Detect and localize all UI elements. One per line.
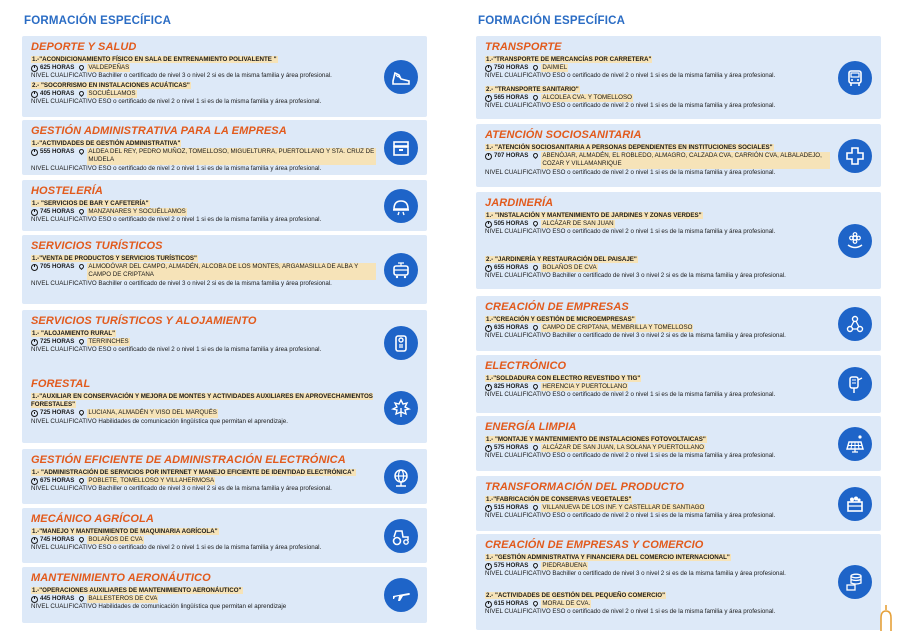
course-card: [22, 36, 427, 117]
course-title: [31, 56, 376, 64]
location-pin-icon: [532, 220, 539, 227]
course-meta: [485, 264, 830, 272]
course-requirement: NIVEL CUALIFICATIVO ESO o certificado de nivel 2 o nivel 1 si es de la misma familia y área profesional.: [31, 346, 322, 354]
course-locations: LUCIANA, ALMADÉN Y VISO DEL MARQUÉS: [88, 409, 217, 417]
course-meta: [485, 383, 830, 391]
medical-cross-icon: [838, 139, 872, 173]
network-icon: [838, 307, 872, 341]
course-hours: 745 HORAS: [40, 208, 75, 216]
course-locations: ALCÁZAR DE SAN JUAN: [542, 220, 614, 228]
course-entry: [485, 316, 830, 341]
course-requirement: NIVEL CUALIFICATIVO Habilidades de comunicación lingüística que permitan el aprendizaje: [31, 603, 287, 611]
solar-panel-icon: [838, 427, 872, 461]
location-pin-icon: [78, 64, 85, 71]
card-heading: TRANSPORTE: [485, 41, 562, 53]
course-title-text: 1.- "ADMINISTRACIÓN DE SERVICIOS POR INTERNET Y MANEJO EFICIENTE DE IDENTIDAD ELECTRÓNICA": [32, 469, 355, 476]
course-title-text: 1.- "INSTALACIÓN Y MANTENIMIENTO DE JARDINES Y ZONAS VERDES": [486, 212, 702, 219]
location-pin-icon: [532, 152, 539, 159]
course-meta: [31, 90, 376, 98]
course-locations: CAMPO DE CRIPTANA, MEMBRILLA Y TOMELLOSO: [542, 324, 693, 332]
course-title-text: 2.- "TRANSPORTE SANITARIO": [486, 86, 579, 93]
course-hours: 505 HORAS: [494, 220, 529, 228]
course-title-text: 1.- "GESTIÓN ADMINISTRATIVA Y FINANCIERA DEL COMERCIO INTERNACIONAL": [486, 554, 730, 561]
card-heading: GESTIÓN EFICIENTE DE ADMINISTRACIÓN ELECTRÓNICA: [31, 454, 346, 466]
course-meta: [485, 444, 830, 452]
course-title-text: 1.- "ATENCIÓN SOCIOSANITARIA A PERSONAS DEPENDIENTES EN INSTITUCIONES SOCIALES": [486, 144, 773, 151]
course-entry: [485, 86, 830, 111]
course-locations: HERENCIA Y PUERTOLLANO: [542, 383, 628, 391]
clock-icon: [31, 264, 38, 271]
brand-logo-icon: [879, 604, 893, 632]
course-hours: 675 HORAS: [40, 477, 75, 485]
clock-icon: [485, 601, 492, 608]
course-requirement: NIVEL CUALIFICATIVO ESO o certificado de nivel 2 o nivel 1 si es de la misma familia y área profesional.: [31, 544, 322, 552]
course-title: [485, 86, 830, 94]
course-hours: 750 HORAS: [494, 64, 529, 72]
clock-icon: [485, 505, 492, 512]
course-locations: ABENÓJAR, ALMADÉN, EL ROBLEDO, ALMAGRO, CALZADA CVA, CARRIÓN CVA, ALBALADEJO, COZAR Y VILLAMANRIQUE: [541, 152, 830, 168]
tractor-icon: [384, 519, 418, 553]
course-card: [22, 373, 427, 443]
course-requirement: NIVEL CUALIFICATIVO ESO o certificado de nivel 2 o nivel 1 si es de la misma familia y área profesional.: [485, 512, 776, 520]
course-requirement: NIVEL CUALIFICATIVO Bachiller o certificado de nivel 3 o nivel 2 si es de la misma familia y área profesional.: [485, 570, 786, 578]
course-entry: [31, 140, 376, 173]
clock-icon: [31, 478, 38, 485]
card-heading: DEPORTE Y SALUD: [31, 41, 137, 53]
location-pin-icon: [532, 324, 539, 331]
location-pin-icon: [78, 477, 85, 484]
course-meta: [31, 263, 376, 279]
course-title: [31, 140, 376, 148]
sneaker-icon: [384, 60, 418, 94]
course-hours: 555 HORAS: [40, 148, 75, 156]
course-title: [485, 436, 830, 444]
clock-icon: [485, 65, 492, 72]
course-entry: [485, 256, 830, 281]
course-title-text: 1.-"FABRICACIÓN DE CONSERVAS VEGETALES": [486, 496, 632, 503]
location-pin-icon: [78, 409, 85, 416]
course-title: [485, 375, 830, 383]
course-hours: 725 HORAS: [40, 409, 75, 417]
course-title: [485, 212, 830, 220]
clock-icon: [31, 339, 38, 346]
course-title: [31, 200, 376, 208]
course-hours: 615 HORAS: [494, 600, 529, 608]
course-hours: 725 HORAS: [40, 338, 75, 346]
course-entry: [31, 330, 376, 355]
course-hours: 705 HORAS: [40, 263, 75, 271]
course-locations: DAIMIEL: [542, 64, 568, 72]
course-hours: 625 HORAS: [40, 64, 75, 72]
course-locations: MANZANARES Y SOCUÉLLAMOS: [88, 208, 186, 216]
column-title: FORMACIÓN ESPECÍFICA: [478, 15, 626, 27]
location-pin-icon: [78, 208, 85, 215]
course-title-text: 2.- "SOCORRISMO EN INSTALACIONES ACUÁTICAS": [32, 82, 190, 89]
course-hours: 575 HORAS: [494, 562, 529, 570]
clock-icon: [31, 596, 38, 603]
course-requirement: NIVEL CUALIFICATIVO Bachiller o certificado de nivel 3 o nivel 2 si es de la misma familia y área profesional.: [485, 332, 786, 340]
course-title-text: 2.- "ACTIVIDADES DE GESTIÓN DEL PEQUEÑO COMERCIO": [486, 592, 666, 599]
card-heading: HOSTELERÍA: [31, 185, 103, 197]
course-locations: TERRINCHES: [88, 338, 129, 346]
location-pin-icon: [532, 444, 539, 451]
clock-icon: [485, 325, 492, 332]
course-meta: [31, 477, 376, 485]
course-locations: BALLESTEROS DE CVA: [88, 595, 158, 603]
card-heading: ATENCIÓN SOCIOSANITARIA: [485, 129, 642, 141]
card-heading: MECÁNICO AGRÍCOLA: [31, 513, 154, 525]
course-entry: [485, 592, 830, 617]
course-card: [476, 36, 881, 119]
course-title: [485, 316, 830, 324]
location-pin-icon: [78, 148, 85, 155]
leaf-icon: [384, 391, 418, 425]
location-pin-icon: [532, 562, 539, 569]
course-requirement: NIVEL CUALIFICATIVO ESO o certificado de nivel 2 o nivel 1 si es de la misma familia y área profesional.: [485, 72, 776, 80]
course-card: [476, 124, 881, 187]
course-entry: [485, 212, 830, 237]
location-pin-icon: [532, 383, 539, 390]
course-meta: [485, 562, 830, 570]
clock-icon: [31, 209, 38, 216]
location-pin-icon: [532, 504, 539, 511]
course-locations: BOLAÑOS DE CVA: [542, 264, 597, 272]
globe-icon: [384, 460, 418, 494]
course-locations: MORAL DE CVA.: [542, 600, 591, 608]
clock-icon: [485, 563, 492, 570]
course-meta: [31, 338, 376, 346]
course-entry: [31, 255, 376, 288]
course-entry: [31, 56, 376, 81]
location-pin-icon: [78, 595, 85, 602]
course-entry: [31, 200, 376, 225]
location-pin-icon: [78, 90, 85, 97]
database-icon: [838, 565, 872, 599]
course-entry: [485, 436, 830, 461]
course-entry: [31, 469, 376, 494]
course-title-text: 1.- "SERVICIOS DE BAR Y CAFETERÍA": [32, 200, 149, 207]
card-heading: GESTIÓN ADMINISTRATIVA PARA LA EMPRESA: [31, 125, 287, 137]
card-heading: CREACIÓN DE EMPRESAS: [485, 301, 629, 313]
course-requirement: NIVEL CUALIFICATIVO Habilidades de comunicación lingüística que permitan el aprendizaje.: [31, 417, 288, 425]
course-card: [22, 449, 427, 504]
course-locations: BOLAÑOS DE CVA: [88, 536, 143, 544]
course-title: [485, 496, 830, 504]
course-title: [31, 587, 376, 595]
door-hanger-icon: [384, 326, 418, 360]
soldering-iron-icon: [838, 367, 872, 401]
course-title: [485, 554, 830, 562]
location-pin-icon: [532, 94, 539, 101]
course-card: [22, 235, 427, 304]
course-card: [22, 180, 427, 231]
course-title-text: 1.- "MONTAJE Y MANTENIMIENTO DE INSTALACIONES FOTOVOLTAICAS": [486, 436, 706, 443]
course-meta: [485, 94, 830, 102]
course-locations: ALCÁZAR DE SAN JUAN, LA SOLANA Y PUERTOLLANO: [542, 444, 704, 452]
course-entry: [485, 144, 830, 177]
course-entry: [485, 554, 830, 579]
clock-icon: [31, 149, 38, 156]
flower-icon: [838, 224, 872, 258]
clock-icon: [31, 537, 38, 544]
course-meta: [485, 220, 830, 228]
course-locations: ALMODÓVAR DEL CAMPO, ALMADÉN, ALCOBA DE LOS MONTES, ARGAMASILLA DE ALBA Y CAMPO DE CRIPTANA: [87, 263, 376, 279]
course-requirement: NIVEL CUALIFICATIVO ESO o certificado de nivel 2 o nivel 1 si es de la misma familia y área profesional.: [31, 164, 322, 172]
card-heading: FORESTAL: [31, 378, 91, 390]
card-heading: SERVICIOS TURÍSTICOS: [31, 240, 163, 252]
course-hours: 575 HORAS: [494, 444, 529, 452]
course-title: [31, 469, 376, 477]
course-requirement: NIVEL CUALIFICATIVO Bachiller o certificado de nivel 3 o nivel 2 si es de la misma familia y área profesional.: [31, 279, 332, 287]
course-requirement: NIVEL CUALIFICATIVO ESO o certificado de nivel 2 o nivel 1 si es de la misma familia y área profesional.: [31, 98, 322, 106]
course-requirement: NIVEL CUALIFICATIVO ESO o certificado de nivel 2 o nivel 1 si es de la misma familia y área profesional.: [485, 608, 776, 616]
clock-icon: [31, 410, 38, 417]
course-hours: 515 HORAS: [494, 504, 529, 512]
card-heading: JARDINERÍA: [485, 197, 554, 209]
course-title: [31, 82, 376, 90]
course-title-text: 1.-"OPERACIONES AUXILIARES DE MANTENIMIENTO AERONÁUTICO": [32, 587, 242, 594]
course-card: [476, 296, 881, 351]
clock-icon: [485, 384, 492, 391]
course-title-text: 1.-"ACTIVIDADES DE GESTIÓN ADMINISTRATIVA": [32, 140, 181, 147]
course-locations: POBLETE, TOMELLOSO Y VILLAHERMOSA: [88, 477, 215, 485]
course-requirement: NIVEL CUALIFICATIVO Bachiller o certificado de nivel 3 o nivel 2 si es de la misma familia y área profesional.: [485, 272, 786, 280]
course-requirement: NIVEL CUALIFICATIVO ESO o certificado de nivel 2 o nivel 1 si es de la misma familia y área profesional.: [485, 228, 776, 236]
course-locations: ALCOLEA CVA. Y TOMELLOSO: [542, 94, 632, 102]
course-title: [31, 393, 376, 409]
location-pin-icon: [78, 338, 85, 345]
course-card: [476, 355, 881, 413]
course-title: [31, 255, 376, 263]
course-entry: [31, 82, 376, 107]
course-title-text: 1.-"AUXILIAR EN CONSERVACIÓN Y MEJORA DE MONTES Y ACTIVIDADES AUXILIARES EN APROVECHAMIENTOS FORESTALES": [31, 393, 373, 409]
cloche-icon: [384, 189, 418, 223]
course-title: [485, 592, 830, 600]
clock-icon: [485, 265, 492, 272]
tram-icon: [384, 253, 418, 287]
course-meta: [485, 324, 830, 332]
course-requirement: NIVEL CUALIFICATIVO ESO o certificado de nivel 2 o nivel 1 si es de la misma familia y área profesional.: [485, 168, 776, 176]
course-locations: ALDEA DEL REY, PEDRO MUÑOZ, TOMELLOSO, MIGUELTURRA, PUERTOLLANO Y STA. CRUZ DE MUDELA: [88, 148, 375, 164]
course-hours: 445 HORAS: [40, 595, 75, 603]
course-meta: [31, 595, 376, 603]
course-requirement: NIVEL CUALIFICATIVO ESO o certificado de nivel 2 o nivel 1 si es de la misma familia y área profesional.: [31, 216, 322, 224]
course-locations: VALDEPEÑAS: [88, 64, 130, 72]
clock-icon: [485, 153, 492, 160]
course-hours: 745 HORAS: [40, 536, 75, 544]
course-title: [485, 256, 830, 264]
course-card: [22, 120, 427, 175]
course-title: [31, 528, 376, 536]
course-title-text: 1.-"ACONDICIONAMIENTO FÍSICO EN SALA DE ENTRENAMIENTO POLIVALENTE ": [32, 56, 277, 63]
clock-icon: [485, 445, 492, 452]
course-meta: [485, 600, 830, 608]
course-requirement: NIVEL CUALIFICATIVO ESO o certificado de nivel 2 o nivel 1 si es de la misma familia y área profesional.: [485, 102, 776, 110]
course-meta: [31, 64, 376, 72]
course-card: [22, 508, 427, 563]
course-requirement: NIVEL CUALIFICATIVO Bachiller o certificado de nivel 3 o nivel 2 si es de la misma familia y área profesional.: [31, 485, 332, 493]
location-pin-icon: [78, 536, 85, 543]
course-card: [476, 476, 881, 531]
course-hours: 707 HORAS: [494, 152, 529, 160]
course-card: [476, 534, 881, 630]
course-locations: SOCUÉLLAMOS: [88, 90, 136, 98]
course-meta: [31, 409, 376, 417]
card-heading: MANTENIMIENTO AERONÁUTICO: [31, 572, 211, 584]
course-card: [22, 310, 427, 375]
course-title-text: 1.-"TRANSPORTE DE MERCANCÍAS POR CARRETERA": [486, 56, 652, 63]
course-entry: [31, 587, 376, 612]
card-heading: CREACIÓN DE EMPRESAS Y COMERCIO: [485, 539, 704, 551]
course-meta: [485, 152, 830, 168]
card-heading: ELECTRÓNICO: [485, 360, 567, 372]
course-hours: 825 HORAS: [494, 383, 529, 391]
course-entry: [31, 393, 376, 426]
course-hours: 635 HORAS: [494, 324, 529, 332]
course-title-text: 1.-"CREACIÓN Y GESTIÓN DE MICROEMPRESAS": [486, 316, 635, 323]
course-title: [31, 330, 376, 338]
course-hours: 655 HORAS: [494, 264, 529, 272]
location-pin-icon: [78, 263, 85, 270]
course-entry: [485, 496, 830, 521]
clock-icon: [31, 65, 38, 72]
course-locations: VILLANUEVA DE LOS INF. Y CASTELLAR DE SANTIAGO: [542, 504, 705, 512]
course-requirement: NIVEL CUALIFICATIVO ESO o certificado de nivel 2 o nivel 1 si es de la misma familia y área profesional.: [485, 452, 776, 460]
location-pin-icon: [532, 600, 539, 607]
card-heading: TRANSFORMACIÓN DEL PRODUCTO: [485, 481, 685, 493]
course-title-text: 2.- "JARDINERÍA Y RESTAURACIÓN DEL PAISAJE": [486, 256, 637, 263]
course-title-text: 1.-"VENTA DE PRODUCTOS Y SERVICIOS TURÍSTICOS": [32, 255, 197, 262]
course-locations: PIEDRABUENA: [542, 562, 587, 570]
course-entry: [485, 56, 830, 81]
column-title: FORMACIÓN ESPECÍFICA: [24, 15, 172, 27]
card-heading: ENERGÍA LIMPIA: [485, 421, 577, 433]
course-entry: [31, 528, 376, 553]
course-card: [476, 416, 881, 471]
crate-icon: [838, 487, 872, 521]
card-heading: SERVICIOS TURÍSTICOS Y ALOJAMIENTO: [31, 315, 257, 327]
course-meta: [31, 536, 376, 544]
location-pin-icon: [532, 264, 539, 271]
course-hours: 405 HORAS: [40, 90, 75, 98]
course-hours: 565 HORAS: [494, 94, 529, 102]
course-requirement: NIVEL CUALIFICATIVO ESO o certificado de nivel 2 o nivel 1 si es de la misma familia y área profesional.: [485, 391, 776, 399]
course-meta: [31, 208, 376, 216]
course-card: [476, 192, 881, 289]
clock-icon: [31, 91, 38, 98]
airplane-icon: [384, 578, 418, 612]
location-pin-icon: [532, 64, 539, 71]
course-title-text: 1.- "ALOJAMIENTO RURAL": [32, 330, 116, 337]
course-meta: [31, 148, 376, 164]
course-entry: [485, 375, 830, 400]
archive-box-icon: [384, 131, 418, 165]
clock-icon: [485, 221, 492, 228]
course-requirement: NIVEL CUALIFICATIVO Bachiller o certificado de nivel 3 o nivel 2 si es de la misma familia y área profesional.: [31, 72, 332, 80]
course-card: [22, 567, 427, 623]
clock-icon: [485, 95, 492, 102]
course-title-text: 1.-"MANEJO Y MANTENIMIENTO DE MAQUINARIA AGRÍCOLA": [32, 528, 218, 535]
course-title: [485, 56, 830, 64]
course-title: [485, 144, 830, 152]
course-meta: [485, 64, 830, 72]
course-title-text: 1.-"SOLDADURA CON ELECTRO REVESTIDO Y TIG": [486, 375, 641, 382]
course-meta: [485, 504, 830, 512]
truck-icon: [838, 61, 872, 95]
